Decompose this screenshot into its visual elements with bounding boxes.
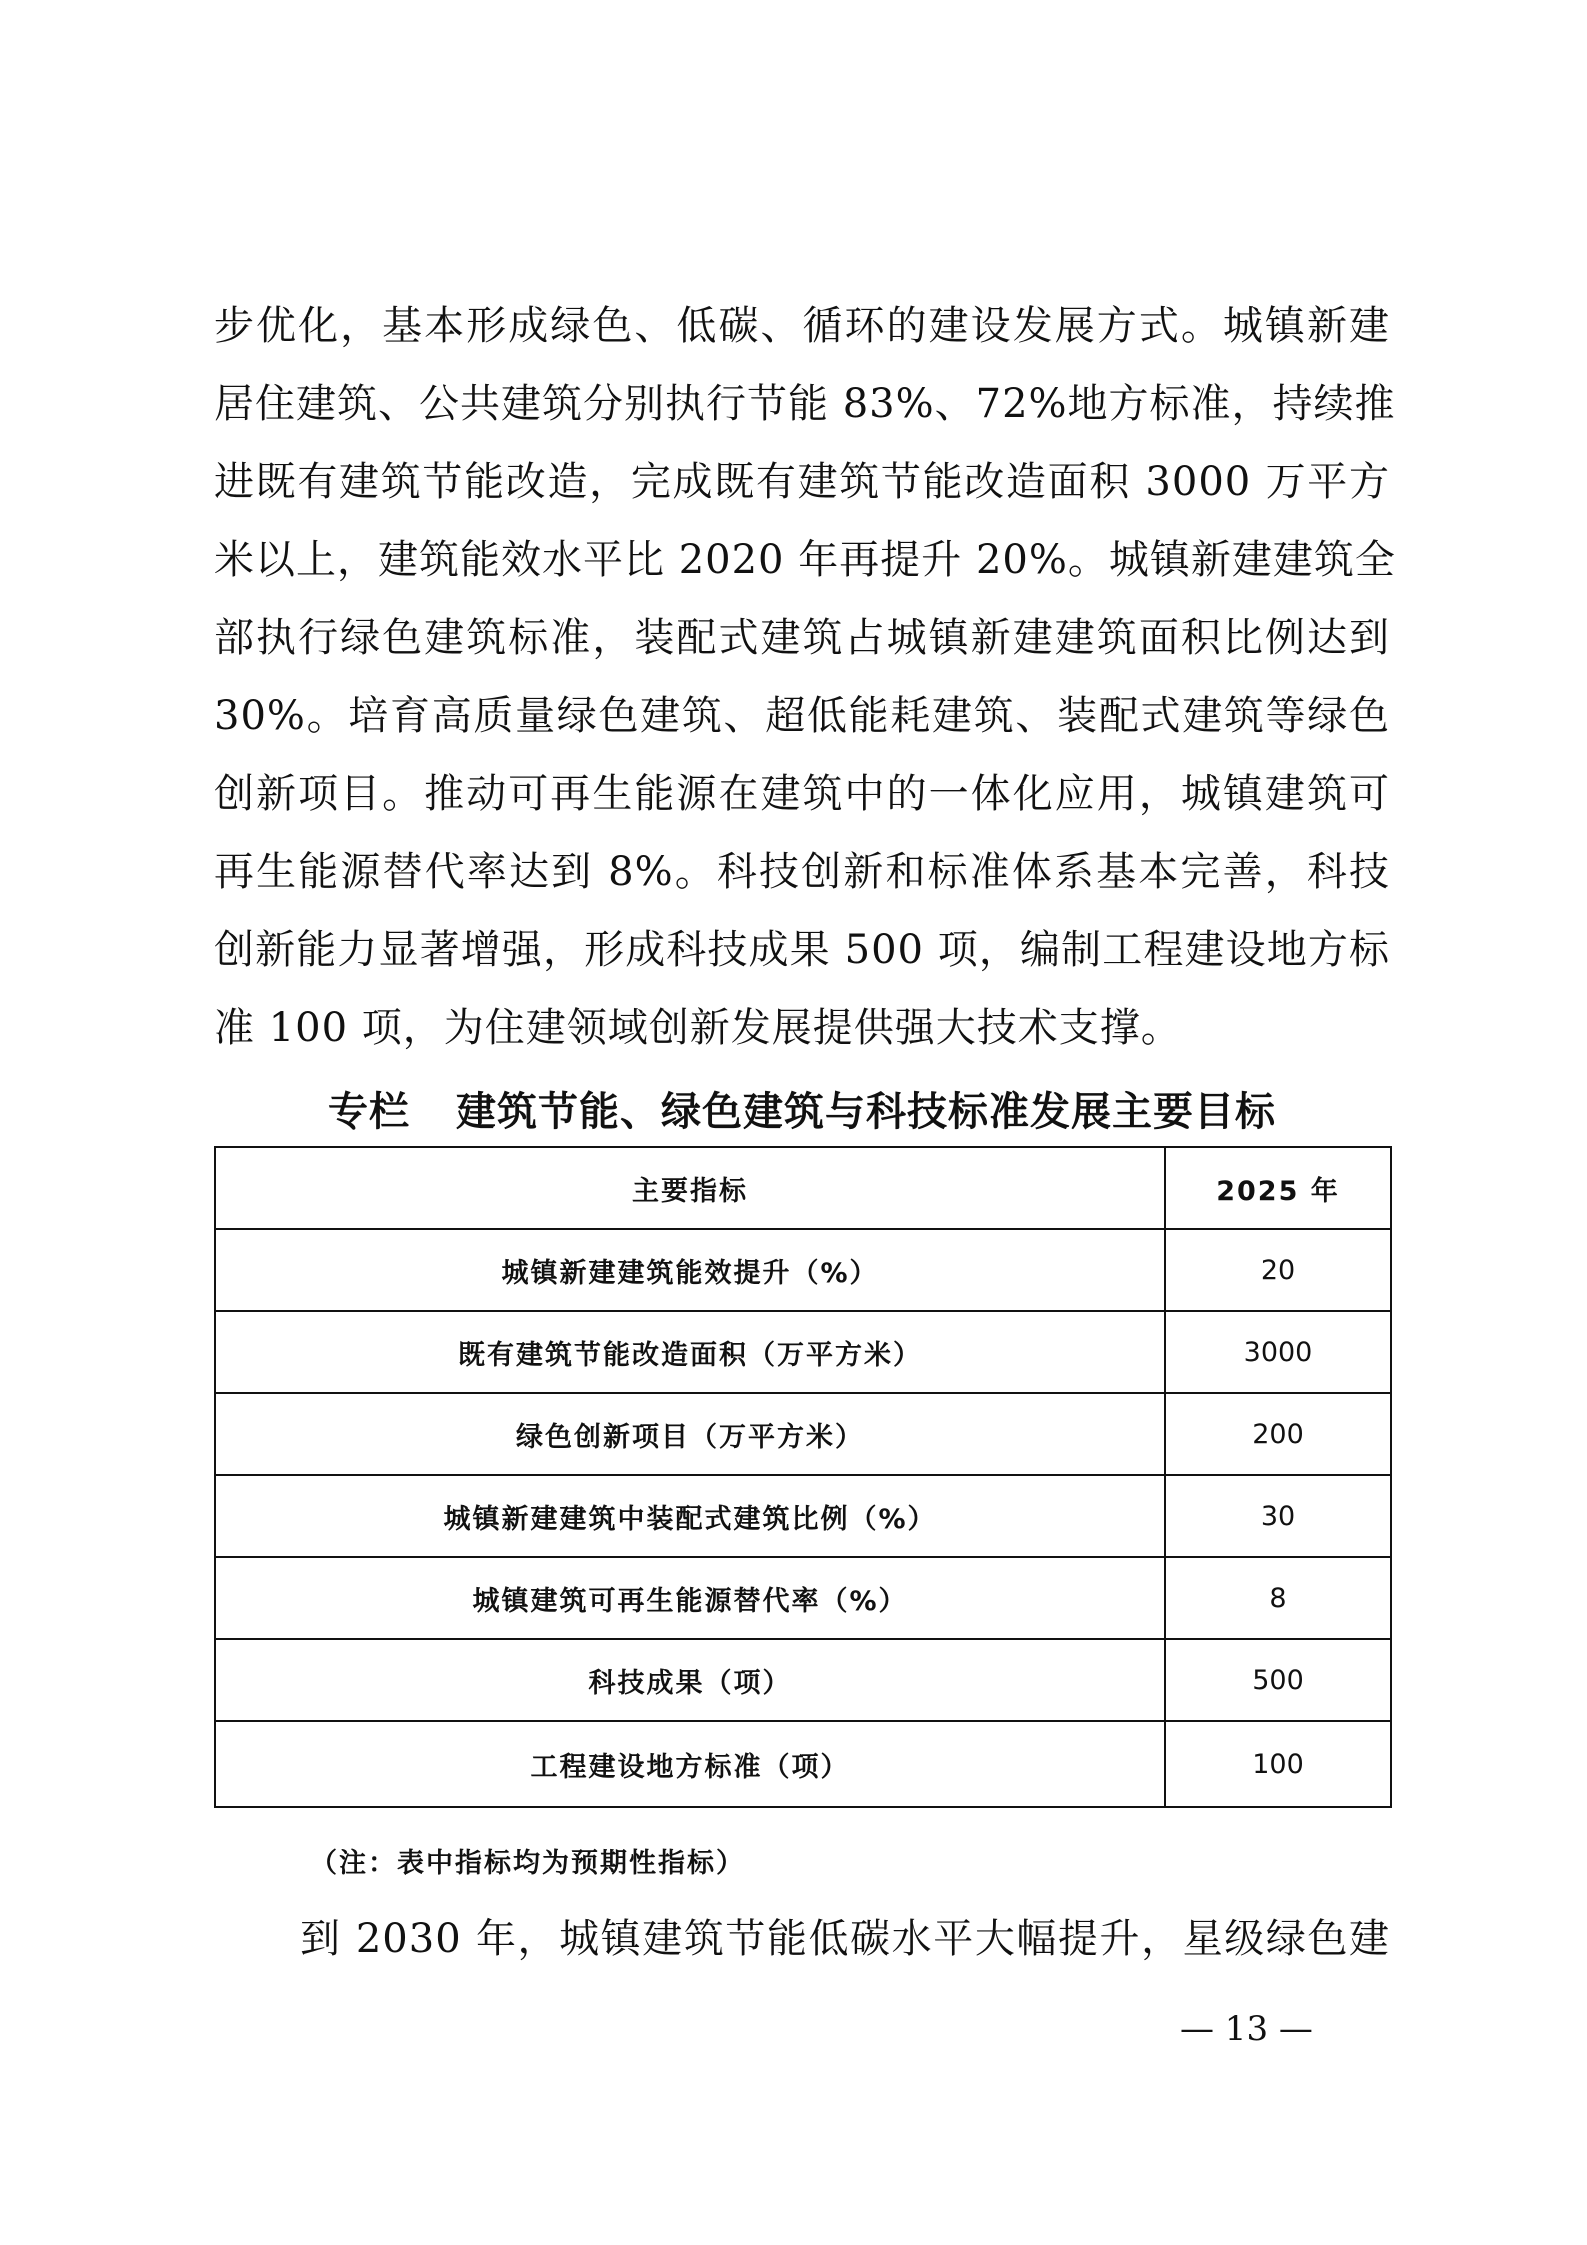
indicator-cell: 工程建设地方标准（项）: [215, 1721, 1165, 1807]
body-line: 进既有建筑节能改造，完成既有建筑节能改造面积 3000 万平方: [214, 459, 1390, 505]
header-indicator: 主要指标: [215, 1147, 1165, 1229]
indicator-cell: 既有建筑节能改造面积（万平方米）: [215, 1311, 1165, 1393]
value-cell: 30: [1165, 1475, 1391, 1557]
next-paragraph: 到 2030 年，城镇建筑节能低碳水平大幅提升，星级绿色建: [300, 1916, 1390, 1962]
body-line: 步优化，基本形成绿色、低碳、循环的建设发展方式。城镇新建: [214, 303, 1390, 349]
box-title: [214, 1078, 1390, 1146]
table-row: [215, 1721, 1391, 1807]
box-heading: 建筑节能、绿色建筑与科技标准发展主要目标: [456, 1089, 1276, 1135]
value-cell: 200: [1165, 1393, 1391, 1475]
body-line: 米以上，建筑能效水平比 2020 年再提升 20%。城镇新建建筑全: [214, 537, 1396, 583]
body-line: 创新能力显著增强，形成科技成果 500 项，编制工程建设地方标: [214, 927, 1390, 973]
indicator-cell: 绿色创新项目（万平方米）: [215, 1393, 1165, 1475]
body-line: 准 100 项，为住建领域创新发展提供强大技术支撑。: [214, 1005, 1182, 1051]
value-cell: 100: [1165, 1721, 1391, 1807]
body-line: 创新项目。推动可再生能源在建筑中的一体化应用，城镇建筑可: [214, 771, 1390, 817]
body-line: 居住建筑、公共建筑分别执行节能 83%、72%地方标准，持续推: [214, 381, 1396, 427]
value-cell: 20: [1165, 1229, 1391, 1311]
table-header-row: [215, 1147, 1391, 1229]
targets-table: [214, 1146, 1392, 1808]
table-row: [215, 1229, 1391, 1311]
page-number: — 13 —: [1180, 2009, 1313, 2049]
table-row: [215, 1557, 1391, 1639]
table-row: [215, 1475, 1391, 1557]
value-cell: 3000: [1165, 1311, 1391, 1393]
body-line: 部执行绿色建筑标准，装配式建筑占城镇新建建筑面积比例达到: [214, 615, 1390, 661]
header-year: 2025 年: [1165, 1147, 1391, 1229]
indicator-cell: 科技成果（项）: [215, 1639, 1165, 1721]
table-row: [215, 1311, 1391, 1393]
body-line: 再生能源替代率达到 8%。科技创新和标准体系基本完善，科技: [214, 849, 1390, 895]
indicator-cell: 城镇新建建筑能效提升（%）: [215, 1229, 1165, 1311]
indicator-cell: 城镇新建建筑中装配式建筑比例（%）: [215, 1475, 1165, 1557]
table-note: （注：表中指标均为预期性指标）: [310, 1848, 745, 1879]
table-row: [215, 1393, 1391, 1475]
table-row: [215, 1639, 1391, 1721]
value-cell: 500: [1165, 1639, 1391, 1721]
body-paragraph: [214, 287, 1396, 1067]
body-line: 30%。培育高质量绿色建筑、超低能耗建筑、装配式建筑等绿色: [214, 693, 1390, 739]
box-label: 专栏: [328, 1089, 410, 1135]
indicator-cell: 城镇建筑可再生能源替代率（%）: [215, 1557, 1165, 1639]
value-cell: 8: [1165, 1557, 1391, 1639]
